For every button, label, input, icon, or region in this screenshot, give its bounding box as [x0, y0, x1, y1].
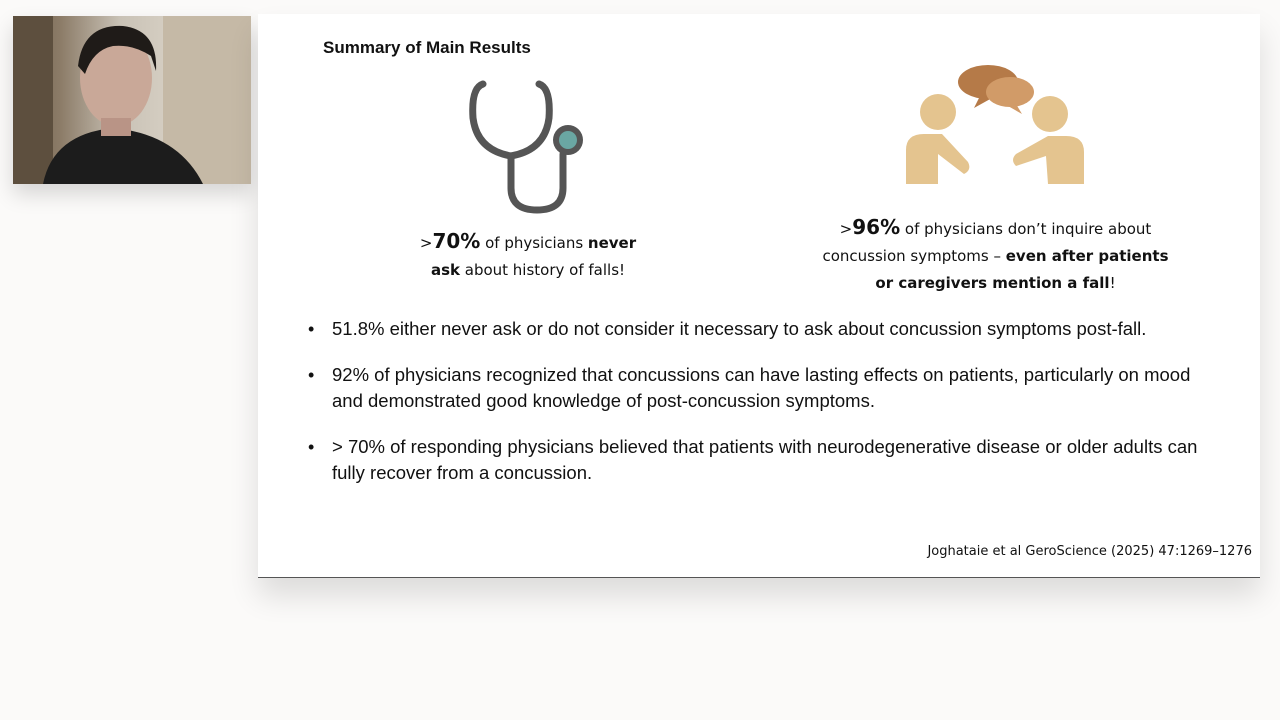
- stat-concussion-inquiry: [798, 214, 1193, 297]
- stat-text: of physicians don’t inquire about: [900, 220, 1152, 238]
- list-item: [308, 316, 1208, 342]
- stat-emphasis: or caregivers mention a fall: [875, 274, 1110, 292]
- results-bullet-list: [308, 316, 1208, 506]
- bullet-icon: •: [308, 365, 315, 385]
- stat-text: concussion symptoms –: [822, 247, 1006, 265]
- stat-text: about history of falls!: [459, 261, 626, 279]
- bullet-text: > 70% of responding physicians believed that patients with neurodegenerative disease or older adults can fully recover from a concussion.: [332, 436, 1198, 483]
- slide-title: Summary of Main Results: [323, 38, 531, 57]
- webcam-video: [13, 16, 251, 184]
- stethoscope-icon: [463, 78, 593, 218]
- conversation-icon: [898, 62, 1098, 192]
- stat-text: of physicians: [480, 234, 588, 252]
- stat-emphasis: even after patients: [1005, 247, 1169, 265]
- stat-prefix: >: [839, 220, 853, 238]
- bullet-icon: •: [308, 437, 315, 457]
- bullet-text: 92% of physicians recognized that concussions can have lasting effects on patients, particularly on mood and demonstrated good knowledge of post-concussion symptoms.: [332, 364, 1191, 411]
- presenter-silhouette: [13, 16, 251, 184]
- presentation-slide: [258, 14, 1260, 578]
- list-item: [308, 362, 1208, 414]
- list-item: [308, 434, 1208, 486]
- stat-prefix: >: [419, 234, 433, 252]
- stat-emphasis: ask: [430, 261, 460, 279]
- stat-emphasis: never: [587, 234, 637, 252]
- stat-text: !: [1109, 274, 1116, 292]
- stat-value: 70%: [432, 229, 481, 253]
- stat-falls-history: [378, 228, 678, 284]
- stat-value: 96%: [852, 215, 901, 239]
- bullet-text: 51.8% either never ask or do not consider it necessary to ask about concussion symptoms post-fall.: [332, 318, 1147, 339]
- bullet-icon: •: [308, 319, 315, 339]
- citation: Joghataie et al GeroScience (2025) 47:1269–1276: [927, 544, 1252, 559]
